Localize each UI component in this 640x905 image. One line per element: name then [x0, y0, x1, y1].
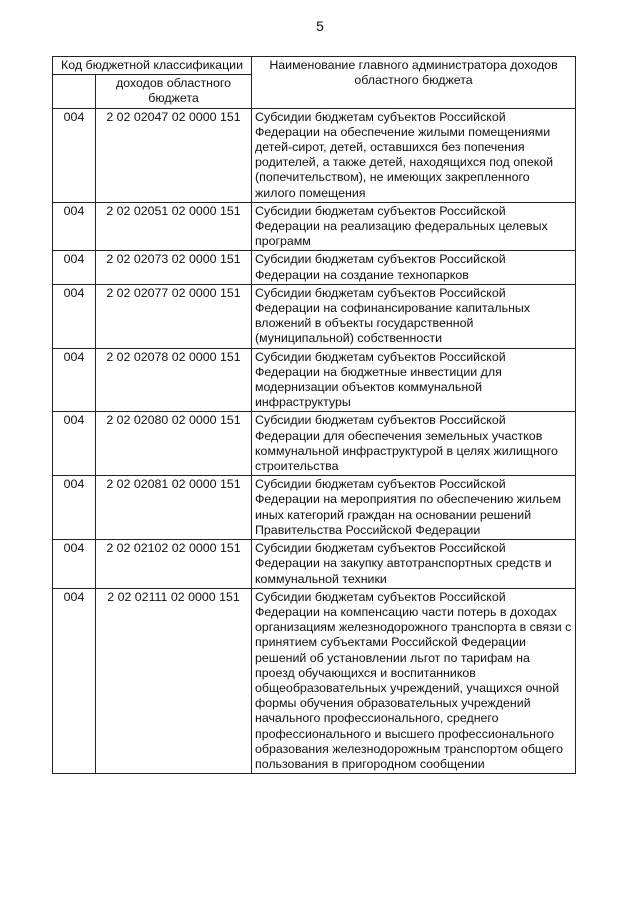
header-admin-code: [53, 75, 96, 108]
header-income-code: доходов областного бюджета: [96, 75, 252, 108]
budget-classification-table: [52, 56, 576, 774]
income-name-cell: Субсидии бюджетам субъектов Российской Федерации на мероприятия по обеспечению жильем иных категорий граждан на основании решений Правительства Российской Федерации: [252, 476, 576, 540]
income-code-cell: 2 02 02078 02 0000 151: [96, 348, 252, 412]
income-code-cell: 2 02 02080 02 0000 151: [96, 412, 252, 476]
table-row: [53, 284, 576, 348]
admin-code-cell: 004: [53, 588, 96, 773]
income-code-cell: 2 02 02102 02 0000 151: [96, 540, 252, 589]
table-row: [53, 588, 576, 773]
table-row: [53, 348, 576, 412]
table-row: [53, 540, 576, 589]
admin-code-cell: 004: [53, 540, 96, 589]
income-code-cell: 2 02 02081 02 0000 151: [96, 476, 252, 540]
table-header-row: [53, 57, 576, 75]
income-name-cell: Субсидии бюджетам субъектов Российской Федерации на закупку автотранспортных средств и коммунальной техники: [252, 540, 576, 589]
header-budget-classification-code: Код бюджетной классификации: [53, 57, 252, 75]
income-code-cell: 2 02 02111 02 0000 151: [96, 588, 252, 773]
page-number: 5: [316, 18, 324, 34]
admin-code-cell: 004: [53, 108, 96, 202]
income-code-cell: 2 02 02051 02 0000 151: [96, 202, 252, 251]
income-name-cell: Субсидии бюджетам субъектов Российской Федерации на создание технопарков: [252, 251, 576, 284]
income-name-cell: Субсидии бюджетам субъектов Российской Федерации на бюджетные инвестиции для модернизации объектов коммунальной инфраструктуры: [252, 348, 576, 412]
admin-code-cell: 004: [53, 202, 96, 251]
header-administrator-name: Наименование главного администратора доходов областного бюджета: [252, 57, 576, 109]
table-row: [53, 202, 576, 251]
admin-code-cell: 004: [53, 412, 96, 476]
income-name-cell: Субсидии бюджетам субъектов Российской Федерации на реализацию федеральных целевых программ: [252, 202, 576, 251]
income-code-cell: 2 02 02077 02 0000 151: [96, 284, 252, 348]
income-name-cell: Субсидии бюджетам субъектов Российской Федерации на софинансирование капитальных вложений в объекты государственной (муниципальной) собственности: [252, 284, 576, 348]
admin-code-cell: 004: [53, 476, 96, 540]
admin-code-cell: 004: [53, 348, 96, 412]
table-row: [53, 251, 576, 284]
admin-code-cell: 004: [53, 284, 96, 348]
admin-code-cell: 004: [53, 251, 96, 284]
income-code-cell: 2 02 02047 02 0000 151: [96, 108, 252, 202]
income-name-cell: Субсидии бюджетам субъектов Российской Федерации для обеспечения земельных участков коммунальной инфраструктурой в целях жилищного строительства: [252, 412, 576, 476]
table-row: [53, 412, 576, 476]
table-body: [53, 108, 576, 774]
income-code-cell: 2 02 02073 02 0000 151: [96, 251, 252, 284]
table-row: [53, 476, 576, 540]
income-name-cell: Субсидии бюджетам субъектов Российской Федерации на компенсацию части потерь в доходах организациям железнодорожного транспорта в связи с принятием субъектами Российской Федерации решений об установлении льгот по тарифам на проезд обучающихся и воспитанников общеобразовательных учреждений, учащихся очной формы обучения образовательных учреждений начального профессионального, среднего профессионального и высшего профессионального образования железнодорожным транспортом общего пользования в пригородном сообщении: [252, 588, 576, 773]
income-name-cell: Субсидии бюджетам субъектов Российской Федерации на обеспечение жилыми помещениями детей-сирот, детей, оставшихся без попечения родителей, а также детей, находящихся под опекой (попечительством), не имеющих закрепленного жилого помещения: [252, 108, 576, 202]
table-row: [53, 108, 576, 202]
